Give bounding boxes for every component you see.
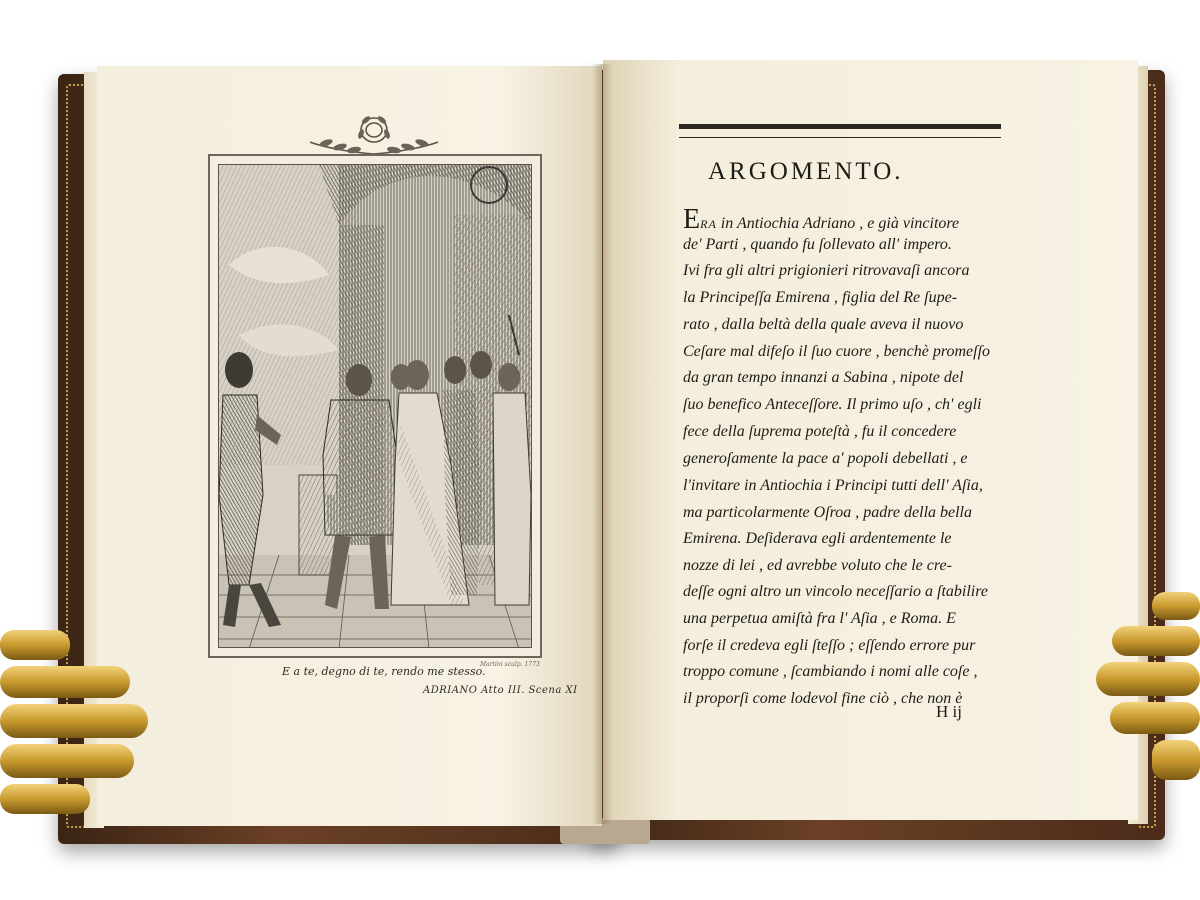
body-line-18: troppo comune , ſcambiando i nomi alle coſe ,: [683, 663, 978, 680]
body-line-4: la Principeſſa Emirena , figlia del Re ſupe-: [683, 289, 958, 306]
drop-cap: E: [683, 204, 701, 235]
body-line-3: Ivi fra gli altri prigionieri ritrovavaſi ancora: [683, 262, 970, 279]
body-line-13: Emirena. Deſiderava egli ardentemente le: [683, 530, 952, 547]
signature-mark: H ij: [936, 702, 962, 721]
brass-book-weight-left: [0, 620, 150, 820]
brass-book-weight-right: [1092, 590, 1200, 800]
body-line-11: l'invitare in Antiochia i Principi tutti dell' Aſia,: [683, 477, 983, 494]
body-line-19: il proporſi come lodevol fine ciò , che non è: [683, 690, 963, 707]
body-line-2: de' Parti , quando fu ſollevato all' impero.: [683, 236, 952, 253]
heading-rule: [679, 124, 1001, 138]
body-line-8: ſuo benefico Anteceſſore. Il primo uſo , ch' egli: [683, 396, 982, 413]
body-line-7: da gran tempo innanzi a Sabina , nipote del: [683, 369, 964, 386]
drop-cap-rest: RA: [700, 217, 717, 231]
engraving-caption-quote: E a te, degno di te, rendo me stesso.: [282, 665, 486, 678]
body-line-15: deſſe ogni altro un vincolo neceſſario a ſtabilire: [683, 583, 988, 600]
body-line-1: [683, 204, 959, 236]
body-line-12: ma particolarmente Oſroa , padre della bella: [683, 504, 972, 521]
engraver-credit: Martini sculp. 1773: [480, 661, 540, 668]
body-line-17: forſe il credeva egli ſteſſo ; eſſendo errore pur: [683, 637, 976, 654]
engraving-scene: [219, 165, 532, 648]
engraving-illustration: [218, 164, 532, 648]
body-line-6: Ceſare mal difeſo il ſuo cuore , benchè promeſſo: [683, 343, 991, 360]
body-text: in Antiochia Adriano , e già vincitore: [716, 215, 960, 232]
body-line-14: nozze di lei , ed avrebbe voluto che le cre-: [683, 557, 952, 574]
body-line-16: una perpetua amiſtà fra l' Aſia , e Roma. E: [683, 610, 956, 627]
body-line-5: rato , dalla beltà della quale aveva il nuovo: [683, 316, 964, 333]
engraving-caption-source: ADRIANO Atto III. Scena XI: [423, 685, 578, 696]
body-line-9: fece della ſuprema poteſtà , fu il concedere: [683, 423, 957, 440]
page-heading: ARGOMENTO.: [708, 158, 904, 185]
book-gutter: [592, 64, 612, 824]
body-line-10: generoſamente la pace a' popoli debellati , e: [683, 450, 968, 467]
